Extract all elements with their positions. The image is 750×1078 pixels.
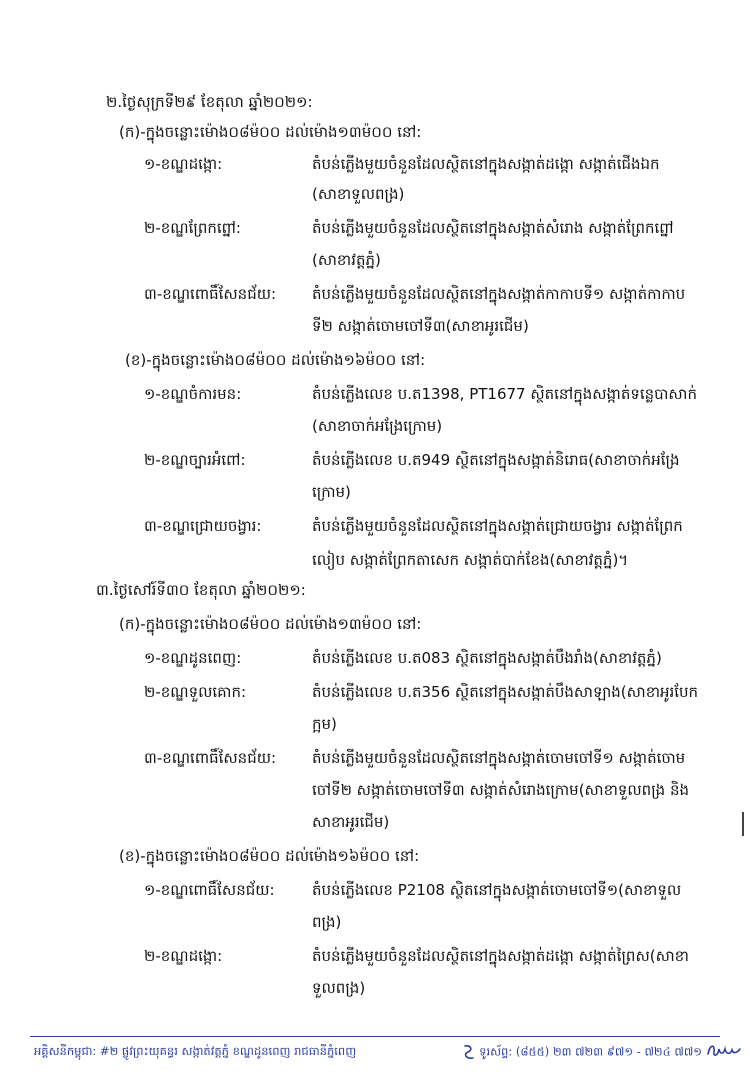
area-text: តំបន់ភ្លើងមួយចំនួនដែលស្ថិតនៅក្នុងសង្កាត់កាកាបទី១ សង្កាត់កាកាប [312,285,686,303]
footer-phone [462,1044,702,1062]
area-text: តំបន់ភ្លើងមួយចំនួនដែលស្ថិតនៅក្នុងសង្កាត់ជ្រោយចង្វារ សង្កាត់ព្រែក [312,517,683,535]
district-label: ៣-ខណ្ឌជ្រោយចង្វារ: [144,517,262,535]
area-text: ចៅទី២ សង្កាត់ចោមចៅទី៣ សង្កាត់សំរោងក្រោម(សាខាទួលពង្រ និង [312,781,689,799]
area-text: ក្អម) [312,715,337,733]
area-text: តំបន់ភ្លើងមួយចំនួនដែលស្ថិតនៅក្នុងសង្កាត់ដង្កោ សង្កាត់ព្រៃស(សាខា [312,947,689,965]
district-label: ១-ខណ្ឌពោធិ៍សែនជ័យ: [144,881,275,899]
area-text: ទួលពង្រ) [312,979,366,997]
area-text: តំបន់ភ្លើងលេខ ប.ត1398, PT1677 ស្ថិតនៅក្នុងសង្កាត់ទន្លេបាសាក់ [312,385,697,403]
period-heading: (ក)-ក្នុងចន្លោះម៉ោង០៨ម៉០០ ដល់ម៉ោង១៣ម៉០០ នៅ: [119,123,422,141]
area-text: ទី២ សង្កាត់ចោមចៅទី៣(សាខាអូរជើម) [312,317,529,335]
phone-swirl-icon [462,1044,476,1060]
district-label: ១-ខណ្ឌដូនពេញ: [144,649,242,667]
area-text: សាខាអូរជើម) [312,813,390,831]
district-label: ៣-ខណ្ឌពោធិ៍សែនជ័យ: [144,285,277,303]
period-heading: (ខ)-ក្នុងចន្លោះម៉ោង០៨ម៉០០ ដល់ម៉ោង១៦ម៉០០ នៅ: [125,351,426,369]
period-heading: (ខ)-ក្នុងចន្លោះម៉ោង០៨ម៉០០ ដល់ម៉ោង១៦ម៉០០ នៅ: [119,847,420,865]
area-text: តំបន់ភ្លើងមួយចំនួនដែលស្ថិតនៅក្នុងសង្កាត់ដង្កោ សង្កាត់ជើងឯក [312,155,660,173]
section-date: ៣.ថ្ងៃសៅរ៍ទី៣០ ខែតុលា ឆ្នាំ២០២១: [96,581,306,599]
section-date: ២.ថ្ងៃសុក្រទី២៩ ខែតុលា ឆ្នាំ២០២១: [106,93,313,111]
district-label: ២-ខណ្ឌដង្កោ: [144,947,223,965]
area-text: តំបន់ភ្លើងលេខ ប.ត949 ស្ថិតនៅក្នុងសង្កាត់និរោធ(សាខាចាក់អង្រែ [312,451,680,469]
area-text: ក្រោម) [312,483,351,501]
footer-divider [30,1036,720,1037]
area-text: តំបន់ភ្លើងមួយចំនួនដែលស្ថិតនៅក្នុងសង្កាត់ចោមចៅទី១ សង្កាត់ចោម [312,749,686,767]
area-text: (សាខាទួលពង្រ) [312,185,405,203]
handwritten-initials-signature [706,1040,742,1060]
district-label: ២-ខណ្ឌព្រែកព្នៅ: [144,219,241,237]
margin-mark [742,812,744,836]
area-text: តំបន់ភ្លើងលេខ ប.ត083 ស្ថិតនៅក្នុងសង្កាត់បឹងរាំង(សាខាវត្តភ្នំ) [312,649,662,667]
area-text: តំបន់ភ្លើងលេខ ប.ត356 ស្ថិតនៅក្នុងសង្កាត់បឹងសាឡាង(សាខាអូរបែក [312,683,699,701]
district-label: ១-ខណ្ឌចំការមន: [144,385,242,403]
area-text: ពង្រ) [312,913,342,931]
district-label: ១-ខណ្ឌដង្កោ: [144,155,223,173]
area-text: លៀប សង្កាត់ព្រែកតាសេក សង្កាត់បាក់ខែង(សាខាវត្តភ្នំ)។ [312,551,629,569]
footer-address: អគ្គិសនីកម្ពុជា: #២ ផ្លូវព្រះយុគន្ធរ សង្កាត់វត្តភ្នំ ខណ្ឌដូនពេញ រាជធានីភ្នំពេញ [34,1044,357,1058]
district-label: ២-ខណ្ឌទួលគោក: [144,683,247,701]
district-label: ២-ខណ្ឌច្បារអំពៅ: [144,451,246,469]
area-text: តំបន់ភ្លើងលេខ P2108 ស្ថិតនៅក្នុងសង្កាត់ចោមចៅទី១(សាខាទួល [312,881,682,899]
area-text: តំបន់ភ្លើងមួយចំនួនដែលស្ថិតនៅក្នុងសង្កាត់សំរោង សង្កាត់ព្រែកព្នៅ [312,219,674,237]
footer-phone-text: ទូរស័ព្ទ: (៨៥៥) ២៣ ៧២៣ ៩៧១ - ៧២៤ ៧៧១ [479,1044,702,1059]
area-text: (សាខាចាក់អង្រែក្រោម) [312,417,443,435]
period-heading: (ក)-ក្នុងចន្លោះម៉ោង០៨ម៉០០ ដល់ម៉ោង១៣ម៉០០ នៅ: [119,615,422,633]
district-label: ៣-ខណ្ឌពោធិ៍សែនជ័យ: [144,749,277,767]
area-text: (សាខាវត្តភ្នំ) [312,251,381,269]
